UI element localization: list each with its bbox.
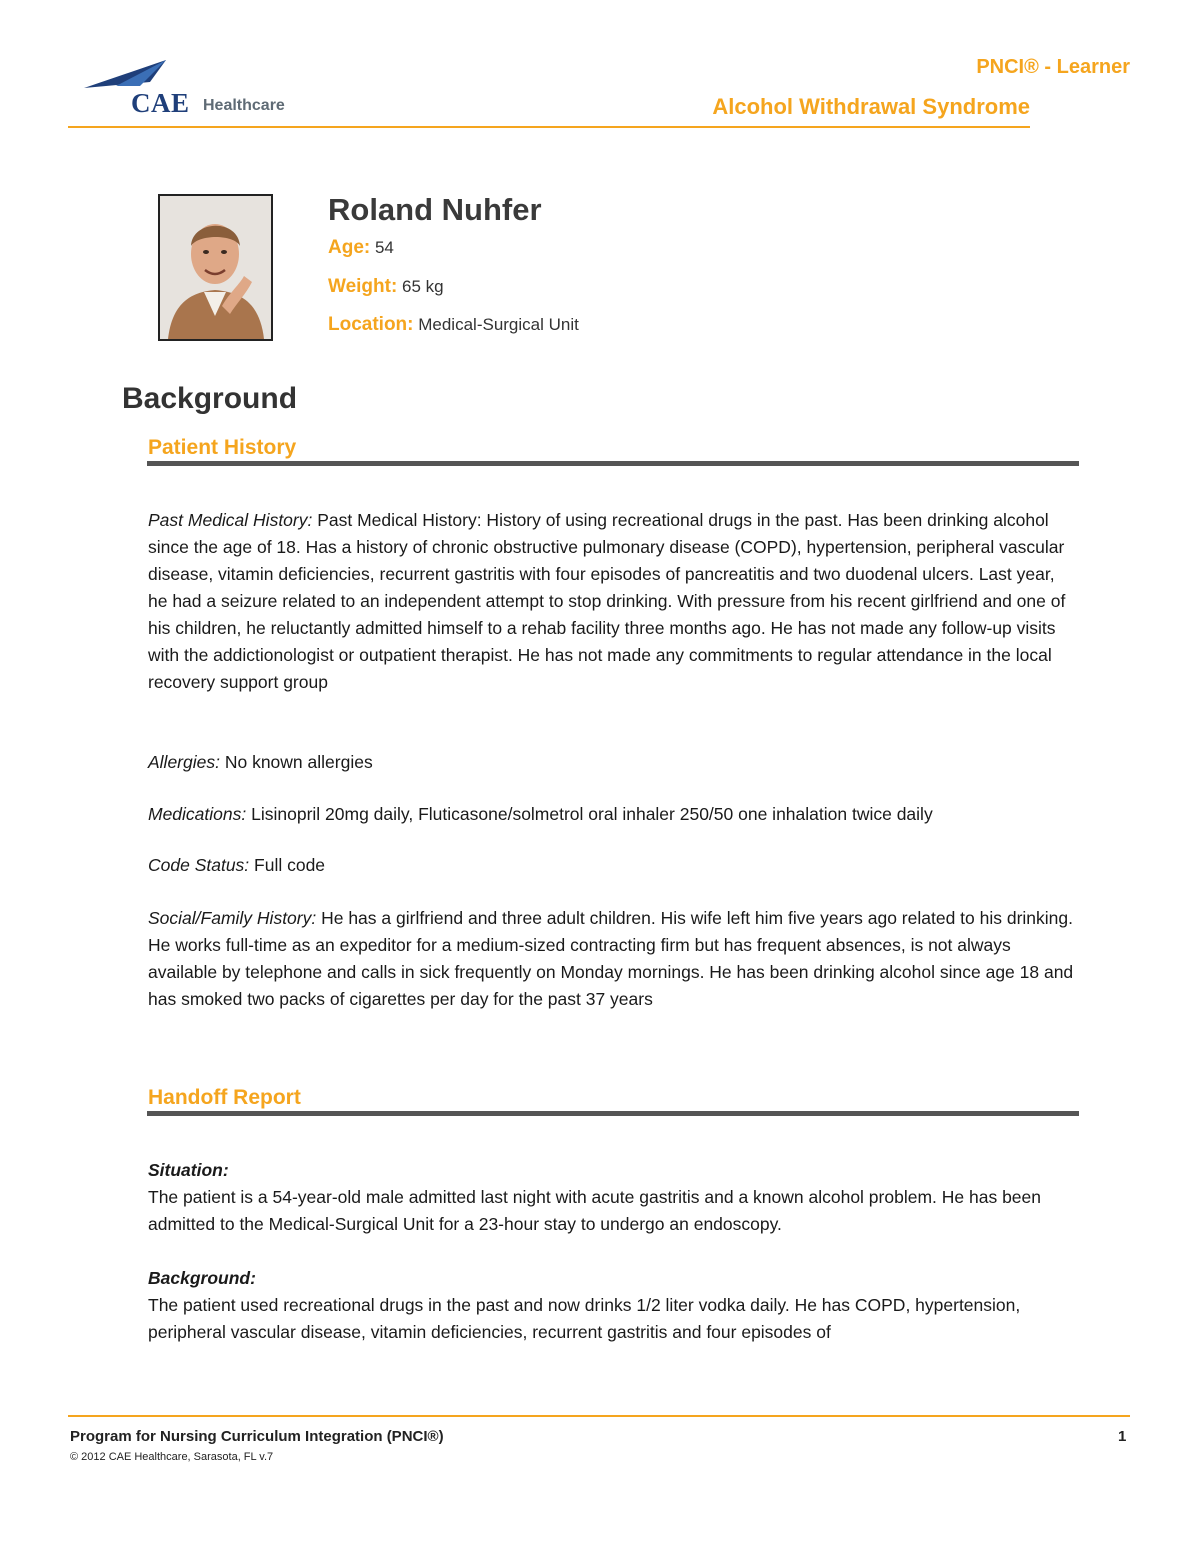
location-value: Medical-Surgical Unit <box>418 315 579 334</box>
background-block <box>148 1265 1078 1346</box>
allergies <box>148 749 1078 776</box>
patient-age <box>328 237 394 259</box>
page-number: 1 <box>1118 1428 1127 1445</box>
allergies-text: No known allergies <box>219 752 373 772</box>
allergies-label: Allergies: <box>148 752 220 772</box>
code-status-text: Full code <box>249 855 326 875</box>
handoff-report-rule <box>147 1111 1079 1116</box>
patient-history-rule <box>147 461 1079 466</box>
footer-copyright: © 2012 CAE Healthcare, Sarasota, FL v.7 <box>70 1451 274 1463</box>
past-medical-history <box>148 507 1078 696</box>
background-text: The patient used recreational drugs in the past and now drinks 1/2 liter vodka daily. He has COPD, hypertension, peripheral vascular disease, vitamin deficiencies, recurrent gastritis and four episodes of <box>148 1295 1021 1342</box>
background-heading: Background <box>122 382 298 415</box>
social-text: He has a girlfriend and three adult children. His wife left him five years ago related to his drinking. He works full-time as an expeditor for a medium-sized contracting firm but has frequent absences, is not always available by telephone and calls in sick frequently on Monday mornings. He has been drinking alcohol since age 18 and has smoked two packs of cigarettes per day for the past 37 years <box>148 908 1074 1009</box>
pmh-text: Past Medical History: History of using recreational drugs in the past. Has been drinking alcohol since the age of 18. Has a history of chronic obstructive pulmonary disease (COPD), hypertension, peripheral vascular disease, vitamin deficiencies, recurrent gastritis with four episodes of pancreatitis and two duodenal ulcers. Last year, he had a seizure related to an independent attempt to stop drinking. With pressure from his recent girlfriend and one of his children, he reluctantly admitted himself to a rehab facility three months ago. He has not made any follow-up visits with the addictionologist or outpatient therapist. He has not made any commitments to regular attendance in the local recovery support group <box>148 510 1066 692</box>
header-program: PNCI® - Learner <box>976 56 1130 78</box>
logo-subtext: Healthcare <box>203 97 285 114</box>
situation-label: Situation: <box>148 1160 229 1180</box>
weight-label: Weight: <box>328 276 398 297</box>
patient-history-heading: Patient History <box>148 436 297 459</box>
medications <box>148 801 1078 828</box>
footer-program: Program for Nursing Curriculum Integration (PNCI®) <box>70 1428 444 1445</box>
age-value: 54 <box>374 238 394 257</box>
patient-name: Roland Nuhfer <box>328 192 542 227</box>
age-label: Age: <box>328 237 371 258</box>
patient-photo <box>158 194 273 341</box>
code-status-label: Code Status: <box>148 855 250 875</box>
medications-label: Medications: <box>148 804 247 824</box>
social-label: Social/Family History: <box>148 908 317 928</box>
patient-portrait-icon <box>160 196 271 339</box>
weight-value: 65 kg <box>402 277 444 296</box>
logo-text: CAE <box>131 88 190 118</box>
patient-location <box>328 314 579 336</box>
pmh-label: Past Medical History: <box>148 510 313 530</box>
header-divider <box>68 126 1030 128</box>
code-status <box>148 852 1078 879</box>
footer-divider <box>68 1415 1130 1417</box>
background-label: Background: <box>148 1268 256 1288</box>
handoff-report-heading: Handoff Report <box>148 1086 301 1109</box>
medications-text: Lisinopril 20mg daily, Fluticasone/solmetrol oral inhaler 250/50 one inhalation twice daily <box>246 804 933 824</box>
location-label: Location: <box>328 314 414 335</box>
situation-block <box>148 1157 1078 1238</box>
situation-text: The patient is a 54-year-old male admitted last night with acute gastritis and a known alcohol problem. He has been admitted to the Medical-Surgical Unit for a 23-hour stay to undergo an endoscopy. <box>148 1187 1041 1234</box>
header-title: Alcohol Withdrawal Syndrome <box>712 94 1030 119</box>
social-family-history <box>148 905 1078 1013</box>
patient-weight <box>328 276 444 298</box>
